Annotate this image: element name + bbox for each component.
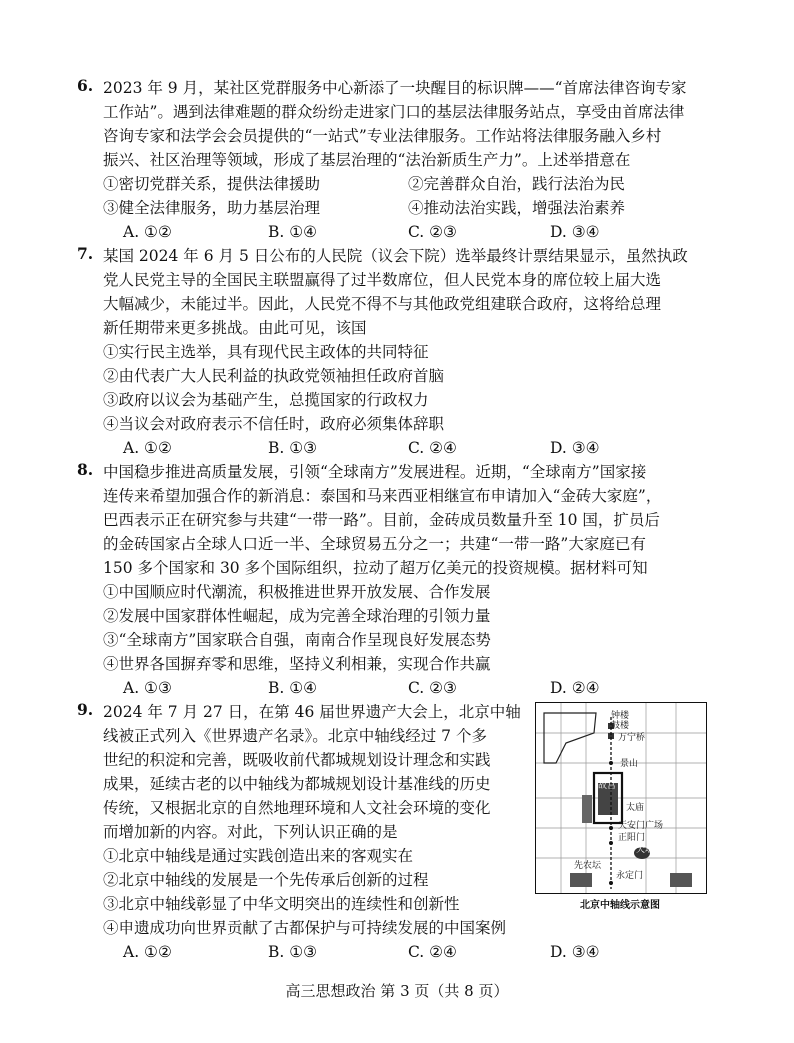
page-footer: 高三思想政治 第 3 页（共 8 页） xyxy=(285,982,509,1000)
stem-line: 世纪的积淀和完善，既吸收前代都城规划设计理念和实践 xyxy=(103,751,491,769)
map-label-zhonglou: 钟楼 xyxy=(611,711,630,721)
statement-4: ④推动法治实践，增强法治素养 xyxy=(408,199,626,217)
statement-3: ③政府以议会为基础产生，总揽国家的行政权力 xyxy=(103,391,429,409)
map-label-tiananmen-square: 天安门广场 xyxy=(618,821,664,831)
stem-line: 150 多个国家和 30 多个国际组织，拉动了超万亿美元的投资规模。据材料可知 xyxy=(103,559,648,577)
statement-2: ②北京中轴线的发展是一个先传承后创新的过程 xyxy=(103,871,429,889)
option-d[interactable]: D. ③④ xyxy=(550,943,600,961)
stem-line: 而增加新的内容。对此，下列认识正确的是 xyxy=(103,823,398,841)
map-label-xiannongtan: 先农坛 xyxy=(574,861,602,871)
statement-4: ④世界各国摒弃零和思维，坚持义利相兼，实现合作共赢 xyxy=(103,655,491,673)
map-label-gugong: 故宫 xyxy=(598,781,617,791)
map-label-gulou: 鼓楼 xyxy=(611,721,630,731)
stem-line: 新任期带来更多挑战。由此可见，该国 xyxy=(103,319,367,337)
question-number: 8. xyxy=(77,460,94,479)
map-label-yongdingmen: 永定门 xyxy=(616,871,644,881)
question-number: 9. xyxy=(77,700,94,719)
question-number: 7. xyxy=(77,244,94,263)
option-a[interactable]: A. ①③ xyxy=(123,679,172,697)
stem-line: 传统，又根据北京的自然地理环境和人文社会环境的变化 xyxy=(103,799,491,817)
stem-line: 线被正式列入《世界遗产名录》。北京中轴线经过 7 个多 xyxy=(103,727,487,745)
beijing-axis-map xyxy=(535,702,707,894)
option-b[interactable]: B. ①④ xyxy=(268,223,318,241)
map-caption: 北京中轴线示意图 xyxy=(580,900,660,911)
option-c[interactable]: C. ②③ xyxy=(408,679,457,697)
option-b[interactable]: B. ①④ xyxy=(268,679,318,697)
answer-options xyxy=(103,436,703,460)
option-a[interactable]: A. ①② xyxy=(123,439,172,457)
stem-line: 大幅减少，未能过半。因此，人民党不得不与其他政党组建联合政府，这将给总理 xyxy=(103,295,662,313)
map-label-tiantan: 天坛 xyxy=(636,845,655,855)
stem-line: 连传来希望加强合作的新消息：泰国和马来西亚相继宣布申请加入“金砖大家庭”， xyxy=(103,487,662,505)
stem-line: 咨询专家和法学会会员提供的“一站式”专业法律服务。工作站将法律服务融入乡村 xyxy=(103,127,662,145)
question-6 xyxy=(77,76,703,244)
option-a[interactable]: A. ①② xyxy=(123,223,172,241)
statement-1: ①实行民主选举，具有现代民主政体的共同特征 xyxy=(103,343,429,361)
stem-line: 中国稳步推进高质量发展，引领“全球南方”发展进程。近期，“全球南方”国家接 xyxy=(103,463,647,481)
option-b[interactable]: B. ①③ xyxy=(268,943,318,961)
question-8 xyxy=(77,460,703,700)
answer-options xyxy=(103,220,703,244)
stem-line: 党人民党主导的全国民主联盟赢得了过半数席位，但人民党本身的席位较上届大选 xyxy=(103,271,662,289)
question-7 xyxy=(77,244,703,460)
stem-line: 成果，延续古老的以中轴线为都城规划设计基准线的历史 xyxy=(103,775,491,793)
map-label-taimiao: 太庙 xyxy=(626,803,645,813)
stem-line: 的金砖国家占全球人口近一半、全球贸易五分之一；共建“一带一路”大家庭已有 xyxy=(103,535,646,553)
statement-2: ②完善群众自治，践行法治为民 xyxy=(408,175,626,193)
statement-2: ②由代表广大人民利益的执政党领袖担任政府首脑 xyxy=(103,367,445,385)
statement-2: ②发展中国家群体性崛起，成为完善全球治理的引领力量 xyxy=(103,607,491,625)
stem-line: 某国 2024 年 6 月 5 日公布的人民院（议会下院）选举最终计票结果显示，虽然执政 xyxy=(103,247,688,265)
option-a[interactable]: A. ①② xyxy=(123,943,172,961)
map-label-jingshan: 景山 xyxy=(620,759,639,769)
stem-line: 工作站”。遇到法律难题的群众纷纷走进家门口的基层法律服务站点，享受由首席法律 xyxy=(103,103,685,121)
map-drawing xyxy=(536,703,706,893)
option-d[interactable]: D. ③④ xyxy=(550,223,600,241)
statement-1: ①中国顺应时代潮流，积极推进世界开放发展、合作发展 xyxy=(103,583,491,601)
stem-line: 2024 年 7 月 27 日，在第 46 届世界遗产大会上，北京中轴 xyxy=(103,703,521,721)
stem-line: 振兴、社区治理等领域，形成了基层治理的“法治新质生产力”。上述举措意在 xyxy=(103,151,631,169)
stem-line: 2023 年 9 月，某社区党群服务中心新添了一块醒目的标识牌——“首席法律咨询专家 xyxy=(103,79,687,97)
option-d[interactable]: D. ②④ xyxy=(550,679,600,697)
statement-4: ④申遗成功向世界贡献了古都保护与可持续发展的中国案例 xyxy=(103,919,507,937)
option-c[interactable]: C. ②④ xyxy=(408,943,457,961)
statement-1: ①密切党群关系，提供法律援助 xyxy=(103,175,321,193)
stem-line: 巴西表示正在研究参与共建“一带一路”。目前，金砖成员数量升至 10 国，扩员后 xyxy=(103,511,660,529)
statement-4: ④当议会对政府表示不信任时，政府必须集体辞职 xyxy=(103,415,445,433)
map-label-wanningqiao: 万宁桥 xyxy=(618,733,646,743)
answer-options xyxy=(103,676,703,700)
statement-3: ③北京中轴线彰显了中华文明突出的连续性和创新性 xyxy=(103,895,460,913)
statement-3: ③健全法律服务，助力基层治理 xyxy=(103,199,321,217)
answer-options xyxy=(103,940,600,964)
statement-row xyxy=(103,196,703,220)
statement-3: ③“全球南方”国家联合自强，南南合作呈现良好发展态势 xyxy=(103,631,491,649)
option-d[interactable]: D. ③④ xyxy=(550,439,600,457)
map-label-zhengyangmen: 正阳门 xyxy=(618,833,646,843)
option-b[interactable]: B. ①③ xyxy=(268,439,318,457)
option-c[interactable]: C. ②③ xyxy=(408,223,457,241)
statement-row xyxy=(103,172,703,196)
question-number: 6. xyxy=(77,76,94,95)
statement-1: ①北京中轴线是通过实践创造出来的客观实在 xyxy=(103,847,414,865)
option-c[interactable]: C. ②④ xyxy=(408,439,457,457)
